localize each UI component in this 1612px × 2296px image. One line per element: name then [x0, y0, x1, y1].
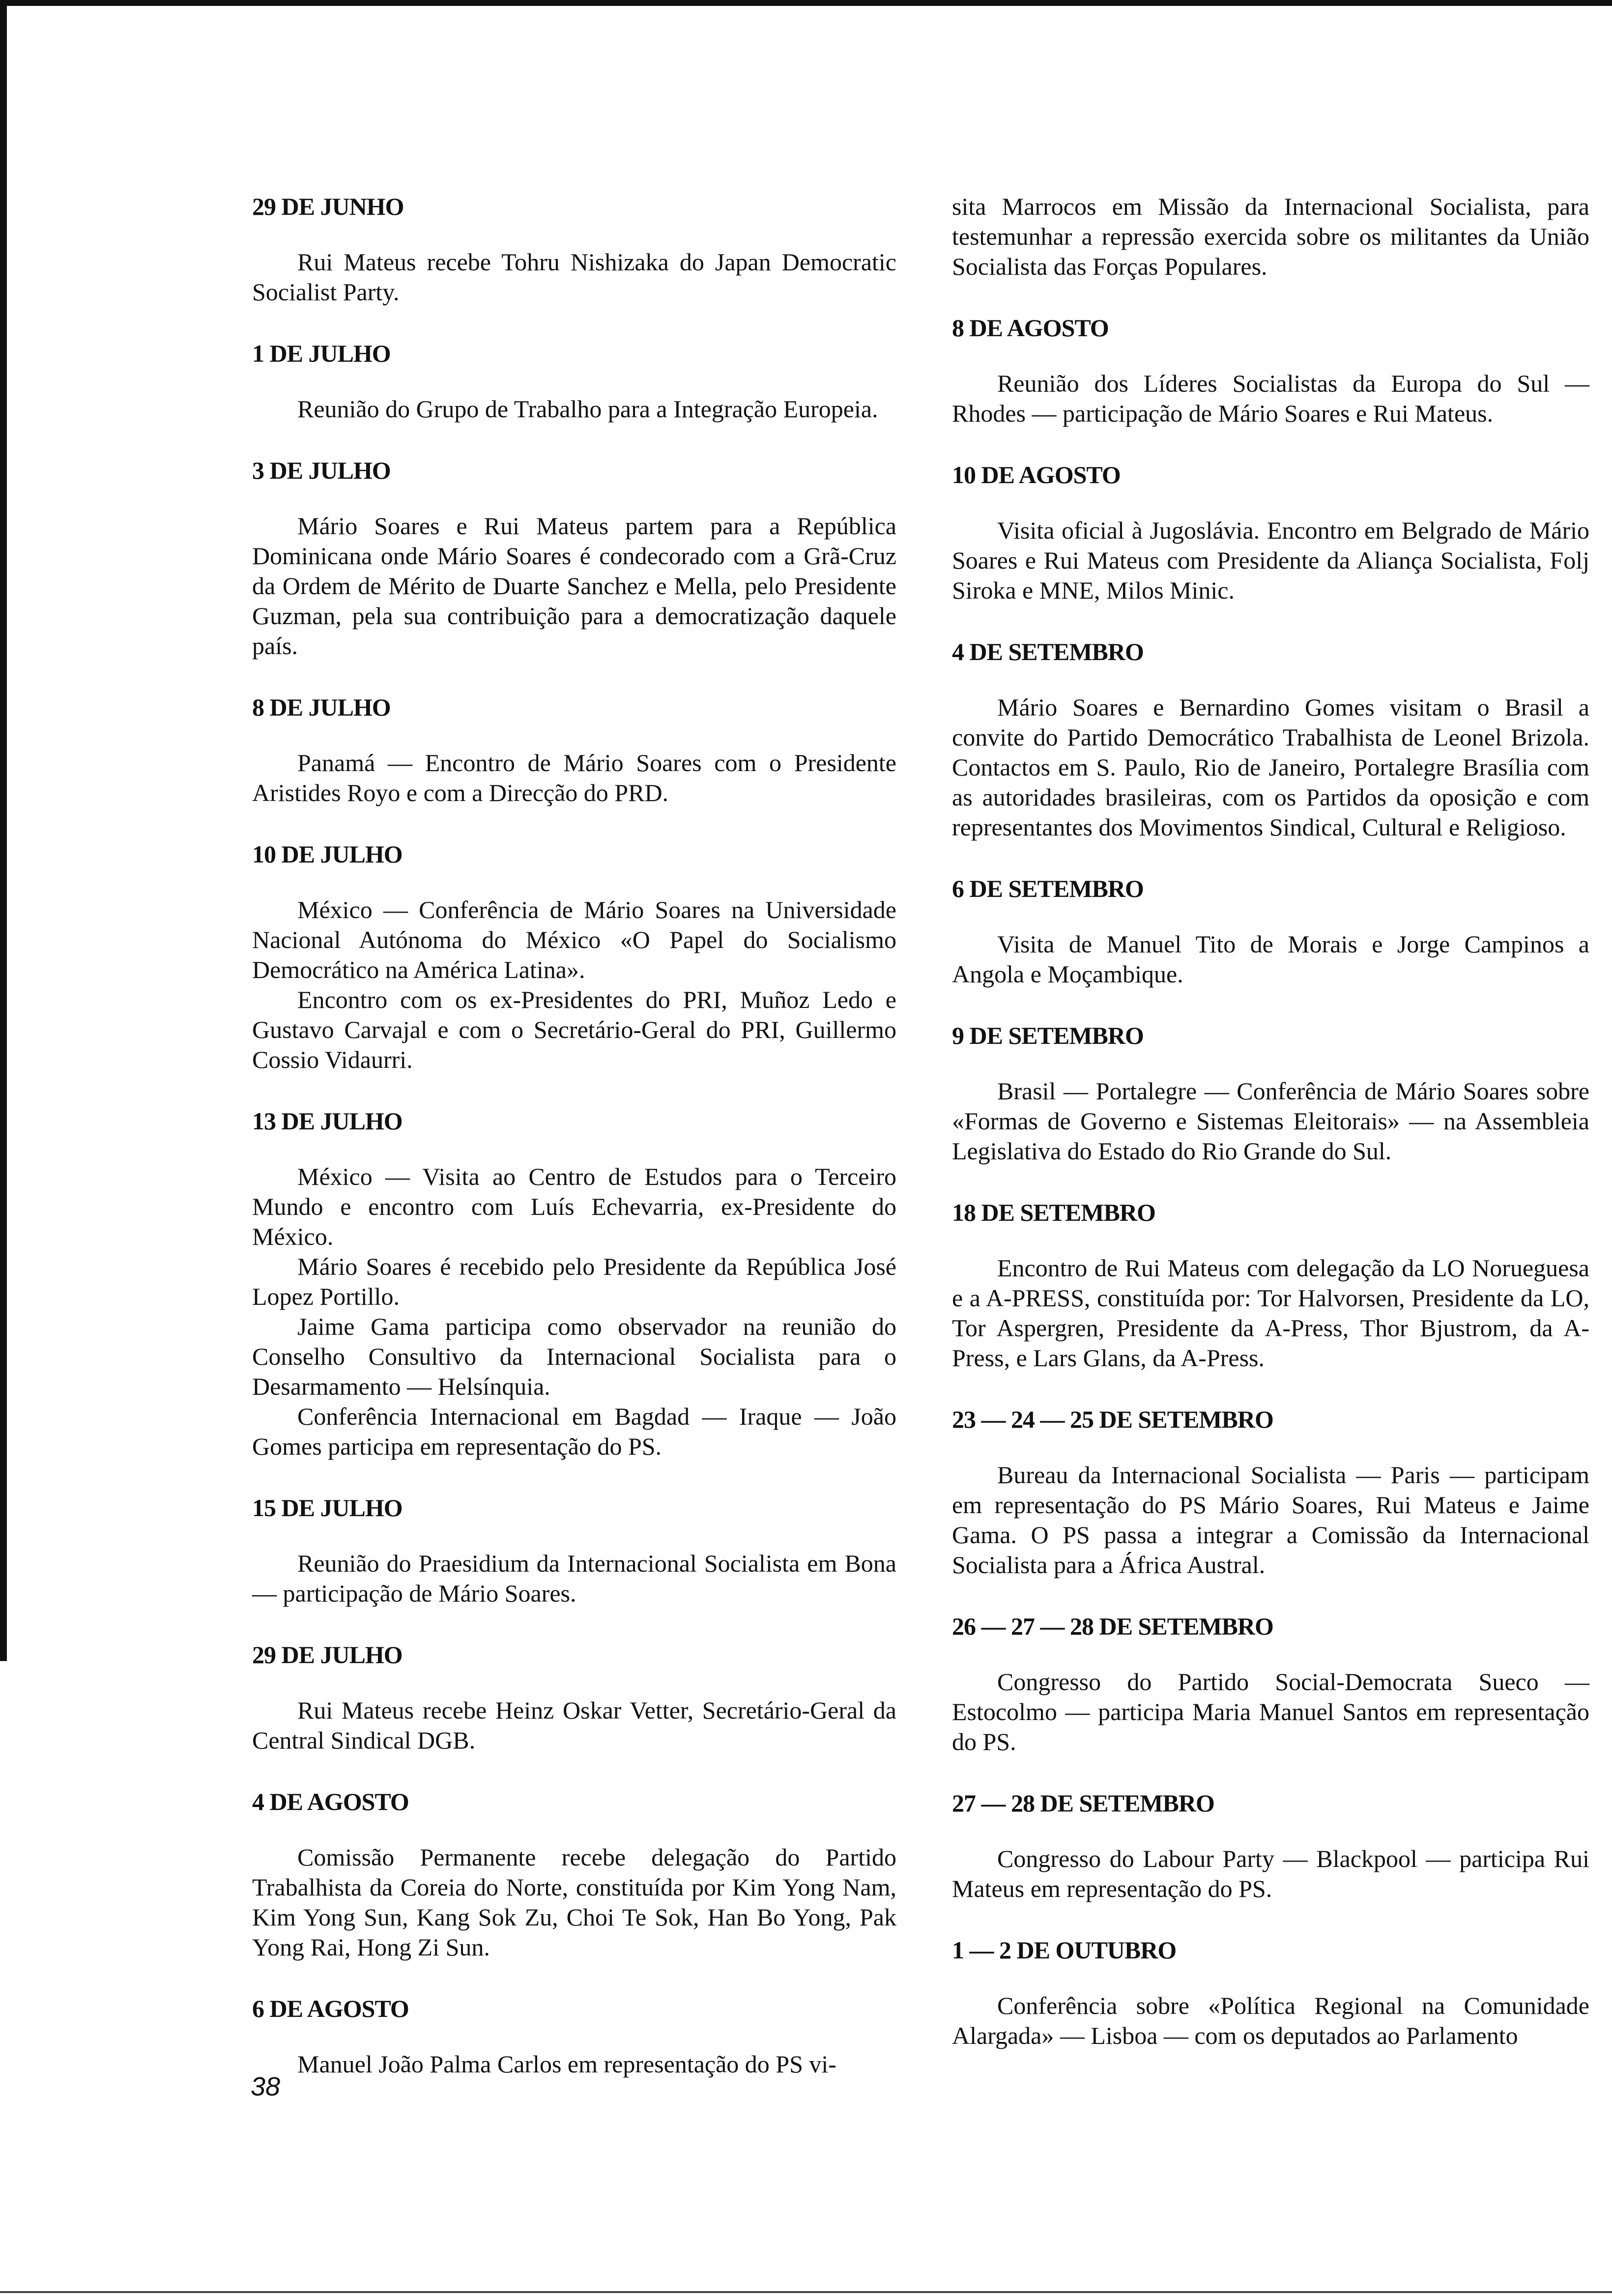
entry-date: 27 — 28 DE SETEMBRO — [952, 1789, 1214, 1817]
entry-body — [952, 516, 1589, 605]
paragraph: Mário Soares e Rui Mateus partem para a República Dominicana onde Mário Soares é condecorado com a Grã-Cruz da Ordem de Mérito de Duarte Sanchez e Mella, pelo Presidente Guzman, pela sua contribuição para a democratização daquele país. — [252, 512, 896, 660]
entry-body — [952, 1253, 1589, 1373]
entry-body — [952, 1991, 1589, 2051]
chronology-entry — [952, 1788, 1589, 1904]
entry-body — [952, 1844, 1589, 1904]
paragraph: Congresso do Labour Party — Blackpool — participa Rui Mateus em representação do PS. — [952, 1845, 1589, 1902]
entry-body — [252, 748, 896, 808]
entry-body — [252, 1695, 896, 1755]
entry-date: 29 DE JULHO — [252, 1641, 403, 1668]
entry-date: 15 DE JULHO — [252, 1494, 403, 1521]
entry-body — [952, 1076, 1589, 1166]
chronology-entry — [252, 192, 896, 307]
entry-body — [252, 1842, 896, 1962]
entry-body — [252, 511, 896, 661]
paragraph: Brasil — Portalegre — Conferência de Mário Soares sobre «Formas de Governo e Sistemas Eleitorais» — na Assembleia Legislativa do Estado do Rio Grande do Sul. — [952, 1077, 1589, 1165]
entry-date: 10 DE JULHO — [252, 840, 403, 868]
paragraph: Rui Mateus recebe Heinz Oskar Vetter, Secretário-Geral da Central Sindical DGB. — [252, 1696, 896, 1754]
continued-paragraph — [952, 192, 1589, 282]
entry-date: 4 DE AGOSTO — [252, 1788, 409, 1815]
entry-date: 8 DE JULHO — [252, 693, 391, 721]
paragraph: Mário Soares e Bernardino Gomes visitam o Brasil a convite do Partido Democrático Trabalhista de Leonel Brizola. Contactos em S. Paulo, Rio de Janeiro, Portalegre Brasília com as autoridades brasileiras, com os Partidos da oposição e com representantes dos Movimentos Sindical, Cultural e Religioso. — [952, 693, 1589, 841]
entry-date: 3 DE JULHO — [252, 457, 391, 484]
paragraph: Visita de Manuel Tito de Morais e Jorge Campinos a Angola e Moçambique. — [952, 930, 1589, 988]
chronology-entry — [952, 460, 1589, 605]
paragraph: Reunião do Praesidium da Internacional Socialista em Bona — participação de Mário Soares. — [252, 1550, 896, 1607]
paragraph: México — Conferência de Mário Soares na Universidade Nacional Autónoma do México «O Papel do Socialismo Democrático na América Latina». — [252, 896, 896, 983]
entry-date: 18 DE SETEMBRO — [952, 1199, 1155, 1226]
paragraph: Visita oficial à Jugoslávia. Encontro em Belgrado de Mário Soares e Rui Mateus com Presidente da Aliança Socialista, Folj Siroka e MNE, Milos Minic. — [952, 517, 1589, 604]
paragraph: Manuel João Palma Carlos em representação do PS vi- — [297, 2050, 836, 2078]
entry-body — [252, 1162, 896, 1462]
paragraph: Bureau da Internacional Socialista — Paris — participam em representação do PS Mário Soares, Rui Mateus e Jaime Gama. O PS passa a integrar a Comissão da Internacional Socialista para a África Austral. — [952, 1461, 1589, 1578]
entry-body — [252, 2049, 896, 2079]
paragraph: Reunião dos Líderes Socialistas da Europa do Sul — Rhodes — participação de Mário Soares e Rui Mateus. — [952, 370, 1589, 427]
entry-date: 13 DE JULHO — [252, 1107, 403, 1135]
right-column — [952, 192, 1589, 2082]
entry-date: 8 DE AGOSTO — [952, 314, 1109, 342]
chronology-entry — [252, 339, 896, 424]
entry-date: 1 — 2 DE OUTUBRO — [952, 1936, 1177, 1964]
paragraph: Encontro de Rui Mateus com delegação da LO Norueguesa e a A-PRESS, constituída por: Tor Halvorsen, Presidente da LO, Tor Aspergren, Presidente da A-Press, Thor Bjustrom, da A-Press, e Lars Glans, da A-Press. — [952, 1254, 1589, 1372]
paragraph: Conferência Internacional em Bagdad — Iraque — João Gomes participa em representação do PS. — [252, 1403, 896, 1460]
paragraph: Rui Mateus recebe Tohru Nishizaka do Japan Democratic Socialist Party. — [252, 248, 896, 306]
entry-body — [252, 1549, 896, 1608]
paragraph: Encontro com os ex-Presidentes do PRI, Muñoz Ledo e Gustavo Carvajal e com o Secretário-Geral do PRI, Guillermo Cossio Vidaurri. — [252, 986, 896, 1073]
chronology-entry — [952, 874, 1589, 989]
entry-body — [252, 247, 896, 307]
entry-body — [952, 369, 1589, 429]
entry-date: 23 — 24 — 25 DE SETEMBRO — [952, 1406, 1273, 1433]
entry-body — [952, 1667, 1589, 1757]
paragraph: Conferência sobre «Política Regional na Comunidade Alargada» — Lisboa — com os deputados ao Parlamento — [952, 1992, 1589, 2049]
chronology-entry — [252, 456, 896, 661]
chronology-entry — [252, 1493, 896, 1608]
chronology-entry — [952, 1198, 1589, 1373]
chronology-entry — [252, 1787, 896, 1962]
entry-body — [952, 929, 1589, 989]
chronology-entry — [252, 1106, 896, 1462]
paragraph: Congresso do Partido Social-Democrata Sueco — Estocolmo — participa Maria Manuel Santos em representação do PS. — [952, 1668, 1589, 1755]
entry-body — [952, 1460, 1589, 1580]
entry-body — [252, 394, 896, 424]
entry-date: 4 DE SETEMBRO — [952, 638, 1144, 665]
entry-date: 9 DE SETEMBRO — [952, 1022, 1144, 1049]
chronology-entry — [952, 1935, 1589, 2051]
chronology-entry — [952, 1611, 1589, 1757]
entry-date: 1 DE JULHO — [252, 340, 391, 367]
entry-body — [252, 895, 896, 1075]
chronology-entry — [952, 313, 1589, 429]
entry-date: 26 — 27 — 28 DE SETEMBRO — [952, 1612, 1273, 1640]
chronology-entry — [252, 692, 896, 808]
chronology-entry — [952, 637, 1589, 842]
entry-body — [952, 692, 1589, 842]
scan-border-top — [0, 0, 1612, 6]
paragraph: sita Marrocos em Missão da Internacional Socialista, para testemunhar a repressão exercida sobre os militantes da União Socialista das Forças Populares. — [952, 193, 1589, 280]
paragraph: México — Visita ao Centro de Estudos para o Terceiro Mundo e encontro com Luís Echevarria, ex-Presidente do México. — [252, 1163, 896, 1250]
entry-date: 6 DE SETEMBRO — [952, 875, 1144, 902]
chronology-entry — [252, 1640, 896, 1755]
paragraph: Comissão Permanente recebe delegação do Partido Trabalhista da Coreia do Norte, constituída por Kim Yong Nam, Kim Yong Sun, Kang Sok Zu, Choi Te Sok, Han Bo Yong, Pak Yong Rai, Hong Zi Sun. — [252, 1843, 896, 1961]
paragraph: Mário Soares é recebido pelo Presidente da República José Lopez Portillo. — [252, 1253, 896, 1310]
chronology-entry — [952, 1405, 1589, 1580]
entry-date: 10 DE AGOSTO — [952, 461, 1121, 488]
entry-date: 29 DE JUNHO — [252, 193, 404, 220]
chronology-entry — [252, 1994, 896, 2079]
scan-border-left — [0, 0, 7, 1661]
left-column — [252, 192, 896, 2111]
page-number: 38 — [251, 2072, 281, 2101]
chronology-entry — [952, 1021, 1589, 1166]
paragraph: Jaime Gama participa como observador na reunião do Conselho Consultivo da Internacional Socialista para o Desarmamento — Helsínquia. — [252, 1313, 896, 1400]
paragraph: Reunião do Grupo de Trabalho para a Integração Europeia. — [297, 395, 878, 423]
chronology-entry — [252, 839, 896, 1075]
scan-border-bottom — [0, 2291, 1612, 2293]
entry-date: 6 DE AGOSTO — [252, 1995, 409, 2022]
paragraph: Panamá — Encontro de Mário Soares com o Presidente Aristides Royo e com a Direcção do PRD. — [252, 749, 896, 806]
